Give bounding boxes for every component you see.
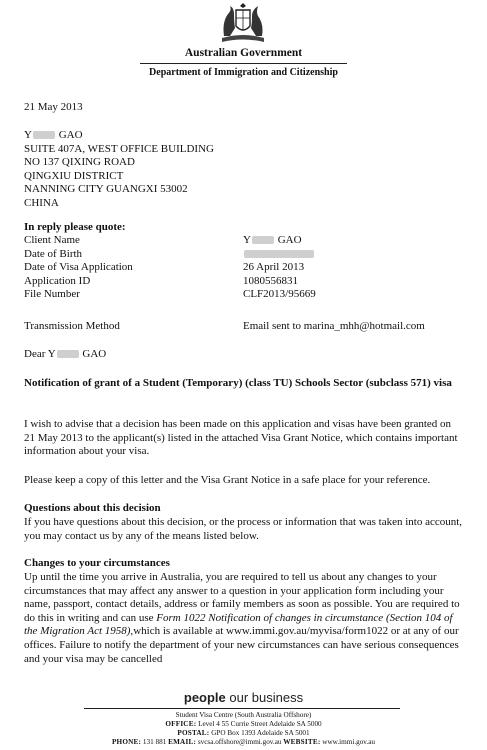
field-label: File Number: [24, 288, 80, 301]
changes-body: Up until the time you arrive in Australia, you are required to tell us about any changes to your circumstances that may affect any answer to a question in your application form including your name, passport, contact details, address or family members as soon as possible. You are required to do this in writing and can use Form 1022 Notification of changes in circumstance (Section 104 of the Migration Act 1958),which is available at www.immi.gov.au/myvisa/form1022 or at any of our offices. Failure to notify the department of your new circumstances can have serious consequences and your visa may be cancelled: [24, 571, 460, 665]
footer-office: OFFICE: Level 4 55 Currie Street Adelaide SA 5000: [165, 720, 322, 728]
transmission-row: [24, 320, 464, 334]
recipient-name: Y GAO: [24, 129, 83, 141]
paragraph-grant: I wish to advise that a decision has been made on this application and visas have been granted on 21 May 2013 to the applicant(s) listed in the attached Visa Grant Notice, which contains important information about your visa.: [24, 418, 458, 458]
address-line: NANNING CITY GUANGXI 53002: [24, 183, 188, 196]
field-label: Client Name: [24, 234, 80, 246]
field-value: Email sent to marina_mhh@hotmail.com: [243, 320, 425, 332]
government-title: Australian Government: [184, 47, 303, 59]
paragraph-keep-copy: Please keep a copy of this letter and the Visa Grant Notice in a safe place for your reference.: [24, 474, 431, 486]
table-row: [24, 288, 464, 302]
changes-heading: Changes to your circumstances: [24, 557, 170, 569]
header-rule: [140, 63, 347, 64]
footer-contact: PHONE: 131 881 EMAIL: svcsa.offshore@immi.gov.au WEBSITE: www.immi.gov.au: [111, 738, 376, 746]
questions-body: If you have questions about this decision, or the process or information that was taken into account, you may contact us by any of the means listed below.: [24, 516, 463, 542]
field-label: Transmission Method: [24, 320, 120, 332]
table-row: [24, 261, 464, 275]
form-reference: Form 1022 Notification of changes in circumstance (Section 104 of the Migration Act 1958),: [24, 611, 453, 638]
redacted-mark: [244, 250, 314, 258]
field-label: Date of Birth: [24, 247, 83, 260]
reference-table: [24, 234, 464, 302]
address-line: NO 137 QIXING ROAD: [24, 156, 135, 169]
address-line: CHINA: [24, 196, 59, 209]
footer-centre: Student Visa Centre (South Australia Offshore): [175, 711, 312, 719]
field-value: 1080556831: [243, 274, 298, 287]
field-value: CLF2013/95669: [243, 288, 316, 301]
table-row: [24, 234, 464, 248]
field-value: Y GAO: [243, 234, 302, 246]
letter-date: 21 May 2013: [24, 101, 83, 113]
recipient-block: [24, 129, 463, 211]
table-row: [24, 248, 464, 262]
field-value: 26 April 2013: [243, 261, 305, 274]
footer-brand: people our business: [183, 690, 304, 705]
footer-rule: [84, 708, 400, 709]
reply-heading: In reply please quote:: [24, 221, 126, 233]
footer-postal: POSTAL: GPO Box 1393 Adelaide SA 5001: [177, 729, 310, 737]
redacted-mark: [252, 236, 274, 244]
coat-of-arms-icon: [216, 2, 270, 44]
address-line: QINGXIU DISTRICT: [24, 169, 124, 182]
department-title: Department of Immigration and Citizenship: [149, 67, 338, 78]
redacted-mark: [33, 131, 55, 139]
field-value: [243, 248, 464, 262]
table-row: [24, 320, 464, 334]
field-label: Application ID: [24, 274, 91, 287]
salutation: Dear Y GAO: [24, 348, 107, 360]
questions-heading: Questions about this decision: [24, 502, 161, 514]
address-line: SUITE 407A, WEST OFFICE BUILDING: [24, 142, 214, 155]
field-label: Date of Visa Application: [24, 261, 133, 274]
table-row: [24, 275, 464, 289]
subject-line: Notification of grant of a Student (Temporary) (class TU) Schools Sector (subclass 571) visa: [24, 377, 452, 389]
redacted-mark: [57, 350, 79, 358]
